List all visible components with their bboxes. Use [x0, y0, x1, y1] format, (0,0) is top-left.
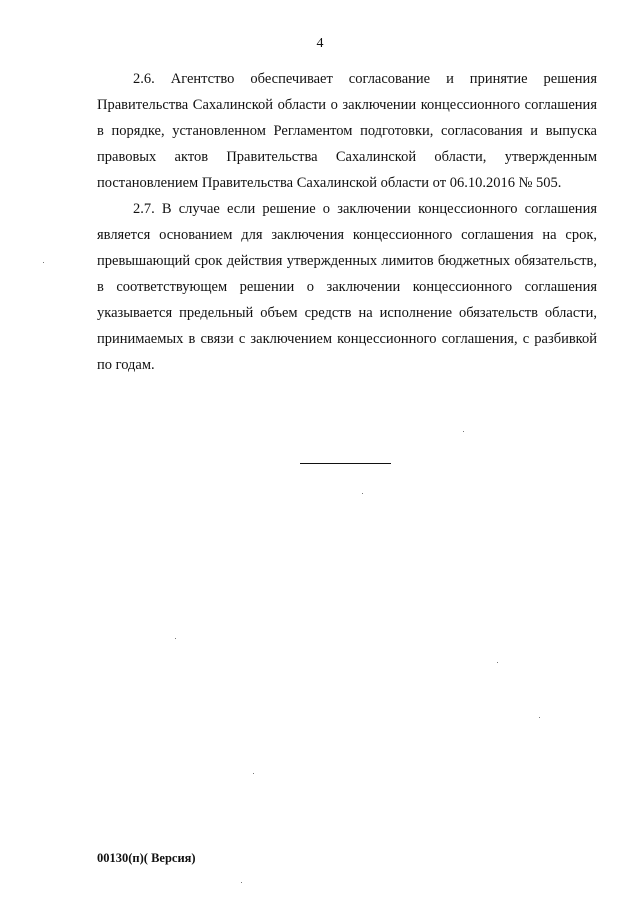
paragraph-2-7: 2.7. В случае если решение о заключении концессионного соглашения является основанием для заключения концессионного соглашения на срок, превышающий срок действия утвержденных лимитов бюджетных обязательств, в соответствующем решении о заключении концессионного соглашения указывается предельный объем средств на исполнение обязательств области, принимаемых в связи с заключением концессионного соглашения, с разбивкой по годам. [97, 201, 597, 373]
scan-speck [463, 431, 464, 432]
end-of-text-divider [300, 463, 391, 464]
scan-speck [539, 717, 540, 718]
scan-speck [241, 882, 242, 883]
scan-speck [362, 493, 363, 494]
scan-speck [43, 262, 44, 263]
scan-speck [175, 638, 176, 639]
paragraph-2-6: 2.6. Агентство обеспечивает согласование и принятие решения Правительства Сахалинской области о заключении концессионного соглашения в порядке, установленном Регламентом подготовки, согласования и выпуска правовых актов Правительства Сахалинской области, утвержденным постановлением Правительства Сахалинской области от 06.10.2016 № 505. [97, 71, 597, 191]
document-body [97, 66, 597, 378]
page-number: 4 [316, 36, 324, 51]
footer-document-code: 00130(п)( Версия) [97, 851, 196, 865]
scan-speck [497, 662, 498, 663]
scan-speck [253, 773, 254, 774]
